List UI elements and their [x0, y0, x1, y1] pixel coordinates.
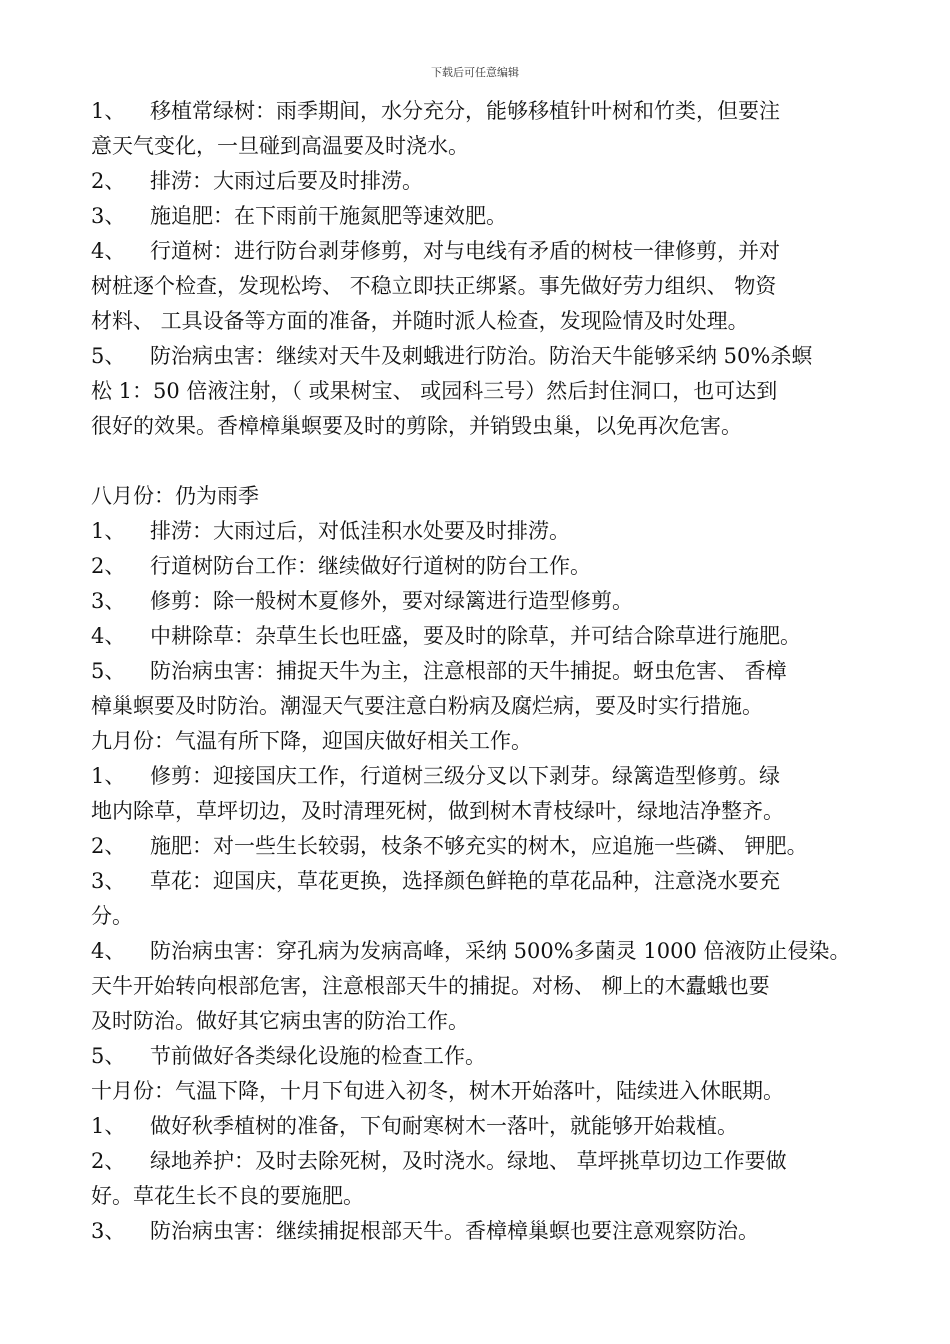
line-text: 排涝：大雨过后，对低洼积水处要及时排涝。 [150, 519, 570, 543]
text-line [91, 1039, 881, 1074]
item-number: 2、 [91, 554, 126, 578]
line-text: 修剪：除一般树木夏修外，要对绿篱进行造型修剪。 [150, 589, 633, 613]
text-line [91, 899, 881, 934]
text-line [91, 199, 881, 234]
text-line [91, 759, 881, 794]
item-number: 2、 [91, 834, 126, 858]
item-number: 1、 [91, 1114, 126, 1138]
text-line [91, 689, 881, 724]
item-number: 3、 [91, 589, 126, 613]
line-text: 中耕除草：杂草生长也旺盛，要及时的除草，并可结合除草进行施肥。 [150, 624, 801, 648]
line-text: 松 1：50 倍液注射，（ 或果树宝、 或园科三号）然后封住洞口，也可达到 [91, 379, 778, 403]
line-text: 树桩逐个检查，发现松垮、 不稳立即扶正绑紧。事先做好劳力组织、 物资 [91, 274, 777, 298]
text-line [91, 374, 881, 409]
text-line [91, 934, 881, 969]
line-text: 移植常绿树：雨季期间，水分充分，能够移植针叶树和竹类，但要注 [150, 99, 780, 123]
text-line [91, 339, 881, 374]
item-number: 1、 [91, 99, 126, 123]
line-text: 天牛开始转向根部危害，注意根部天牛的捕捉。对杨、 柳上的木蠹蛾也要 [91, 974, 770, 998]
item-number: 3、 [91, 1219, 126, 1243]
text-line [91, 864, 881, 899]
line-text: 做好秋季植树的准备，下旬耐寒树木一落叶，就能够开始栽植。 [150, 1114, 738, 1138]
item-number: 4、 [91, 939, 126, 963]
line-text: 绿地养护：及时去除死树，及时浇水。绿地、 草坪挑草切边工作要做 [150, 1149, 787, 1173]
line-text: 施肥：对一些生长较弱，枝条不够充实的树木，应追施一些磷、 钾肥。 [150, 834, 808, 858]
line-text: 节前做好各类绿化设施的检查工作。 [150, 1044, 486, 1068]
text-line [91, 304, 881, 339]
line-text: 防治病虫害：捕捉天牛为主，注意根部的天牛捕捉。蚜虫危害、 香樟 [150, 659, 787, 683]
page-header: 下载后可任意编辑 [431, 66, 519, 79]
text-line [91, 234, 881, 269]
text-line [91, 549, 881, 584]
item-number: 5、 [91, 1044, 126, 1068]
text-line [91, 164, 881, 199]
line-text: 十月份：气温下降，十月下旬进入初冬，树木开始落叶，陆续进入休眠期。 [91, 1079, 784, 1103]
line-text: 地内除草，草坪切边，及时清理死树，做到树木青枝绿叶，绿地洁净整齐。 [91, 799, 784, 823]
text-line [91, 1004, 881, 1039]
line-text: 草花：迎国庆，草花更换，选择颜色鲜艳的草花品种，注意浇水要充 [150, 869, 780, 893]
text-line [91, 409, 881, 444]
text-line [91, 129, 881, 164]
line-text: 排涝：大雨过后要及时排涝。 [150, 169, 423, 193]
text-line [91, 1214, 881, 1249]
line-text: 材料、 工具设备等方面的准备，并随时派人检查，发现险情及时处理。 [91, 309, 749, 333]
line-text: 施追肥：在下雨前干施氮肥等速效肥。 [150, 204, 507, 228]
line-text: 好。草花生长不良的要施肥。 [91, 1184, 364, 1208]
text-line [91, 1074, 881, 1109]
line-text: 行道树：进行防台剥芽修剪，对与电线有矛盾的树枝一律修剪，并对 [150, 239, 780, 263]
text-line [91, 1144, 881, 1179]
line-text: 八月份：仍为雨季 [91, 484, 259, 508]
text-line [91, 584, 881, 619]
item-number: 2、 [91, 169, 126, 193]
text-line [91, 969, 881, 1004]
line-text: 意天气变化，一旦碰到高温要及时浇水。 [91, 134, 469, 158]
item-number: 5、 [91, 659, 126, 683]
line-text: 很好的效果。香樟樟巢螟要及时的剪除，并销毁虫巢，以免再次危害。 [91, 414, 742, 438]
line-text: 及时防治。做好其它病虫害的防治工作。 [91, 1009, 469, 1033]
line-text: 防治病虫害：穿孔病为发病高峰，采纳 500%多菌灵 1000 倍液防止侵染。 [150, 939, 851, 963]
item-number: 5、 [91, 344, 126, 368]
item-number: 3、 [91, 869, 126, 893]
text-line [91, 829, 881, 864]
item-number: 4、 [91, 624, 126, 648]
text-line [91, 514, 881, 549]
text-line [91, 479, 881, 514]
line-text: 防治病虫害：继续对天牛及刺蛾进行防治。防治天牛能够采纳 50%杀螟 [150, 344, 813, 368]
item-number: 1、 [91, 519, 126, 543]
item-number: 2、 [91, 1149, 126, 1173]
text-line [91, 619, 881, 654]
item-number: 1、 [91, 764, 126, 788]
document-body [91, 94, 881, 1249]
line-text: 分。 [91, 904, 133, 928]
line-text: 防治病虫害：继续捕捉根部天牛。香樟樟巢螟也要注意观察防治。 [150, 1219, 759, 1243]
text-line [91, 1109, 881, 1144]
item-number: 4、 [91, 239, 126, 263]
text-line [91, 794, 881, 829]
item-number: 3、 [91, 204, 126, 228]
text-line [91, 269, 881, 304]
text-line [91, 94, 881, 129]
line-text: 行道树防台工作：继续做好行道树的防台工作。 [150, 554, 591, 578]
line-text: 樟巢螟要及时防治。潮湿天气要注意白粉病及腐烂病，要及时实行措施。 [91, 694, 763, 718]
line-text: 修剪：迎接国庆工作，行道树三级分叉以下剥芽。绿篱造型修剪。绿 [150, 764, 780, 788]
text-line [91, 724, 881, 759]
text-line [91, 1179, 881, 1214]
text-line [91, 654, 881, 689]
line-text: 九月份：气温有所下降，迎国庆做好相关工作。 [91, 729, 532, 753]
blank-line [91, 444, 881, 479]
